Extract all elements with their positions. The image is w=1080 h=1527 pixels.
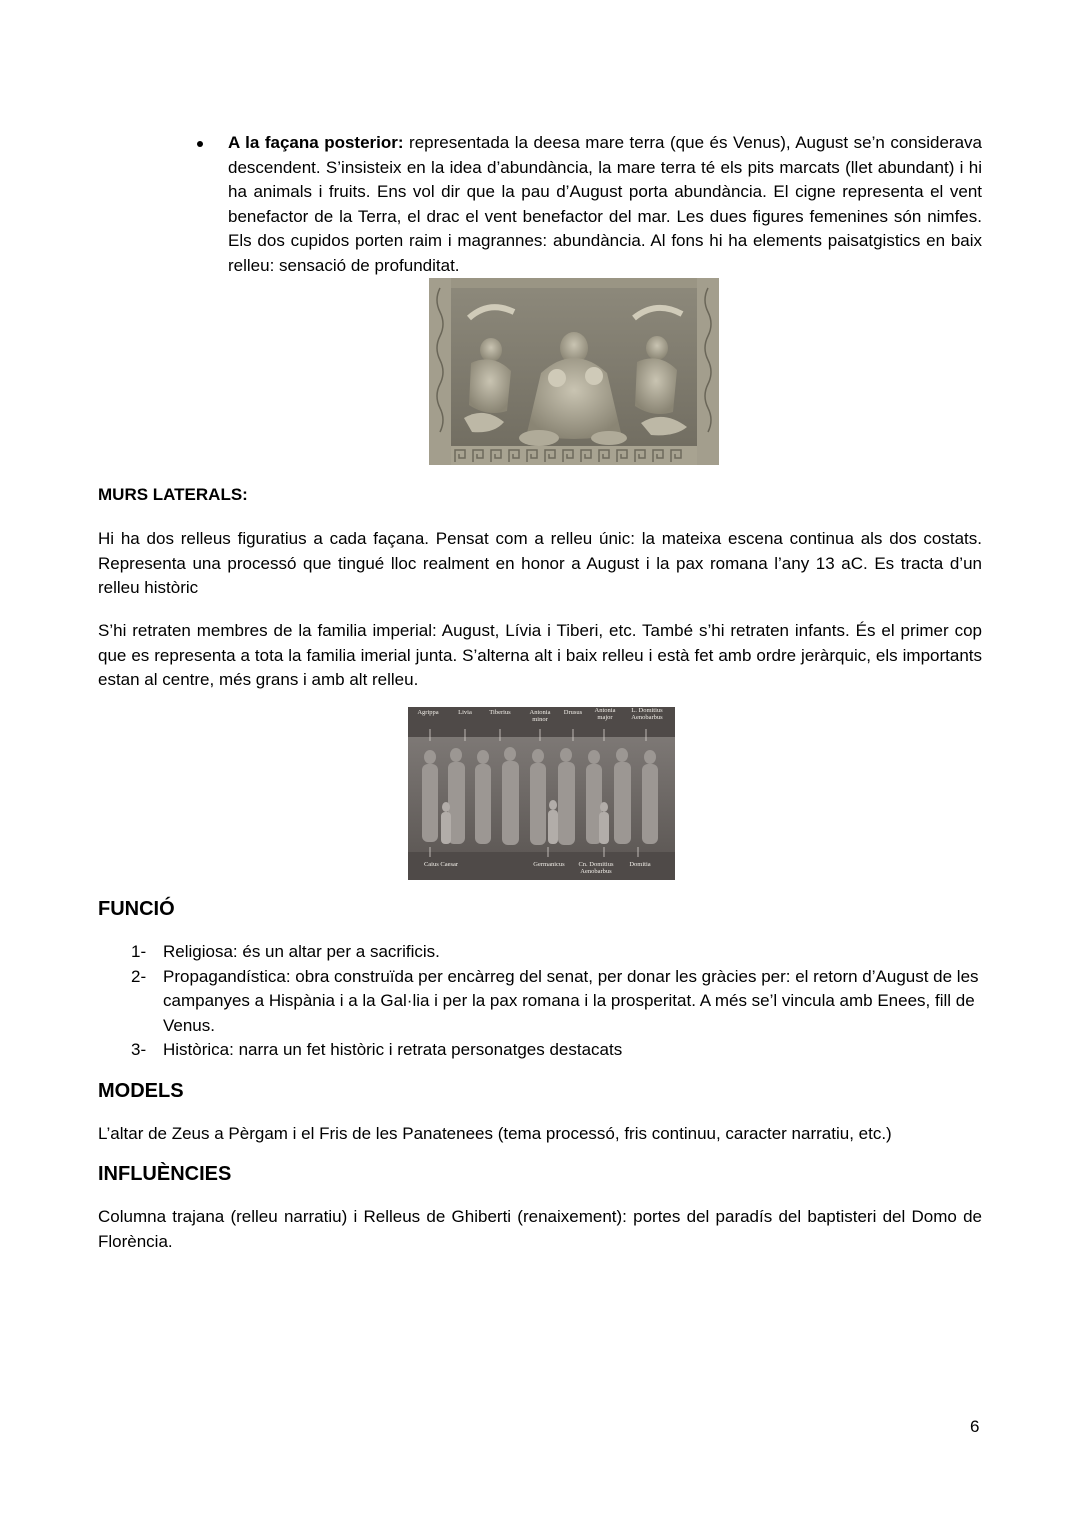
procession-bottom-labels (408, 859, 675, 880)
murs-paragraph-2: S’hi retraten membres de la familia imperial: August, Lívia i Tiberi, etc. També s’hi retraten infants. És el primer cop que es representa a tota la familia imerial junta. S’alterna alt i baix relleu i està fet amb ordre jeràrquic, els importants estan al centre, més grans i amb alt relleu. (98, 621, 982, 689)
funcio-heading: FUNCIÓ (98, 898, 175, 920)
funcio-item-number: 2- (131, 966, 147, 986)
label-cn-domitius: Cn. Domitius Aenobarbus (578, 861, 614, 875)
label-tiberius: Tiberius (489, 709, 511, 716)
facade-posterior-bullet (228, 131, 982, 278)
label-domitia: Domitia (629, 861, 651, 868)
bullet-dot-icon (197, 141, 203, 147)
funcio-item-number: 3- (131, 1040, 147, 1059)
murs-laterals-heading: MURS LATERALS: (98, 485, 248, 504)
label-antonia-major: Antonia major (594, 707, 616, 721)
label-l-domitius: L. Domitius Aenobarbus (631, 707, 663, 721)
funcio-item-2 (131, 965, 981, 1039)
label-caius-caesar: Caius Caesar (423, 861, 459, 868)
procession-relief-image (408, 707, 675, 880)
funcio-list (131, 940, 981, 1063)
label-germanicus: Germanicus (533, 861, 565, 868)
models-heading: MODELS (98, 1080, 184, 1102)
tellus-relief-illustration (429, 278, 719, 465)
influencies-heading: INFLUÈNCIES (98, 1163, 232, 1185)
tellus-relief-image (429, 278, 719, 465)
page-number: 6 (970, 1417, 980, 1436)
label-agrippa: Agrippa (417, 709, 439, 716)
funcio-item-text: Històrica: narra un fet històric i retrata personatges destacats (163, 1040, 623, 1059)
influencies-text: Columna trajana (relleu narratiu) i Relleus de Ghiberti (renaixement): portes del paradís del baptisteri del Domo de Florència. (98, 1207, 982, 1251)
procession-top-labels (408, 707, 675, 731)
bullet-text: representada la deesa mare terra (que és Venus), August se’n considerava descendent. S’insisteix en la idea d’abundància, la mare terra té els pits marcats (llet abundant) i hi ha animals i fruits. Ens vol dir que la pau d’August porta abundància. El cigne representa el vent benefactor de la Terra, el drac el vent benefactor del mar. Les dues figures femenines són nimfes. Els dos cupidos porten raim i magrannes: abundància. Al fons hi ha elements paisatgistics en baix relleu: sensació de profunditat. (228, 133, 982, 275)
murs-paragraph-1: Hi ha dos relleus figuratius a cada façana. Pensat com a relleu únic: la mateixa escena continua als dos costats. Representa una processó que tingué lloc realment en honor a August i la pax romana l’any 13 aC. Es tracta d’un relleu històric (98, 529, 982, 597)
funcio-item-text: Propagandística: obra construïda per encàrreg del senat, per donar les gràcies per: el retorn d’August de les campanyes a Hispània i a la Gal·lia i per la pax romana i la prosperitat. A més se’l vincula amb Enees, fill de Venus. (163, 966, 979, 1035)
funcio-item-1 (131, 940, 981, 965)
bullet-lead: A la façana posterior: (228, 133, 404, 152)
models-text: L’altar de Zeus a Pèrgam i el Fris de les Panatenees (tema processó, fris continuu, caracter narratiu, etc.) (98, 1124, 892, 1143)
label-antonia-minor: Antonia minor (529, 709, 551, 723)
funcio-item-text: Religiosa: és un altar per a sacrificis. (163, 942, 440, 961)
funcio-item-3 (131, 1038, 981, 1063)
funcio-item-number: 1- (131, 942, 147, 961)
label-livia: Livia (458, 709, 472, 716)
procession-relief-illustration (408, 707, 675, 880)
label-drusus: Drusus (563, 709, 583, 716)
